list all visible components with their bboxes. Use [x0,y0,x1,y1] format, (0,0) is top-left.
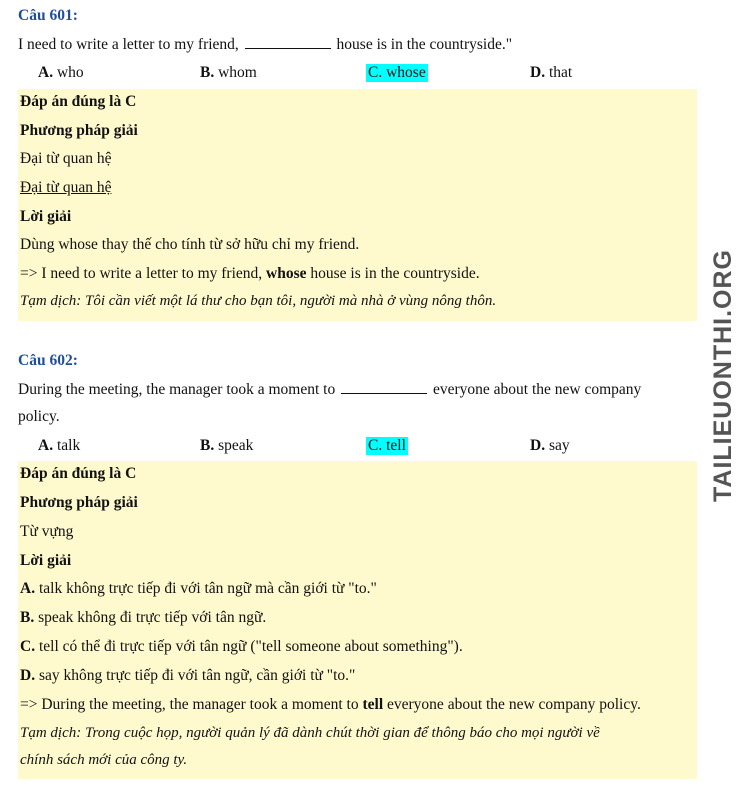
answer-label: Đáp án đúng là C [20,93,137,110]
explanation-b: B. speak không đi trực tiếp với tân ngữ. [20,609,267,626]
conclusion-text: => I need to write a letter to my friend, whose house is in the countryside. [20,265,480,282]
option-d[interactable]: D. say [530,437,570,454]
solution-text: Dùng whose thay thế cho tính từ sở hữu chỉ my friend. [20,236,360,253]
explanation-a: A. talk không trực tiếp đi với tân ngữ mà cần giới từ "to." [20,580,377,597]
option-d[interactable]: D. that [530,64,573,81]
method-text: Từ vựng [20,523,74,540]
option-c-correct[interactable]: C. whose [368,64,426,81]
method-heading: Phương pháp giải [20,122,138,139]
option-a[interactable]: A. who [38,64,84,81]
watermark-text: TAILIEUONTHI.ORG [709,248,738,502]
method-heading: Phương pháp giải [20,494,138,511]
question-601-title: Câu 601: [18,7,78,24]
translation-line-1: Tạm dịch: Trong cuộc họp, người quản lý đã dành chút thời gian để thông báo cho mọi người về [20,725,600,741]
question-602-stem-line2: policy. [18,408,60,425]
solution-heading: Lời giải [20,552,72,569]
stem-text-after: everyone about the new company [429,381,642,398]
answer-blank [245,36,331,49]
solution-heading: Lời giải [20,208,72,225]
stem-text-after: house is in the countryside." [332,36,513,53]
stem-text-before: During the meeting, the manager took a moment to [18,381,340,398]
translation-line-2: chính sách mới của công ty. [20,752,188,768]
question-602-stem [18,381,697,399]
method-link[interactable]: Đại từ quan hệ [20,179,112,196]
site-watermark [709,248,739,502]
answer-box-602 [18,461,697,779]
method-text: Đại từ quan hệ [20,150,112,167]
explanation-d: D. say không trực tiếp đi với tân ngữ, cần giới từ "to." [20,667,356,684]
conclusion-text: => During the meeting, the manager took a moment to tell everyone about the new company policy. [20,696,641,713]
question-601-stem [18,36,512,54]
answer-blank [341,381,427,394]
question-602-title: Câu 602: [18,352,78,369]
option-c-correct[interactable]: C. tell [368,437,406,454]
stem-text-before: I need to write a letter to my friend, [18,36,243,53]
answer-box-601 [18,89,697,321]
option-b[interactable]: B. whom [200,64,257,81]
explanation-c: C. tell có thể đi trực tiếp với tân ngữ ("tell someone about something"). [20,638,463,655]
option-a[interactable]: A. talk [38,437,81,454]
answer-label: Đáp án đúng là C [20,465,137,482]
option-b[interactable]: B. speak [200,437,254,454]
translation-text: Tạm dịch: Tôi cần viết một lá thư cho bạn tôi, người mà nhà ở vùng nông thôn. [20,293,497,309]
